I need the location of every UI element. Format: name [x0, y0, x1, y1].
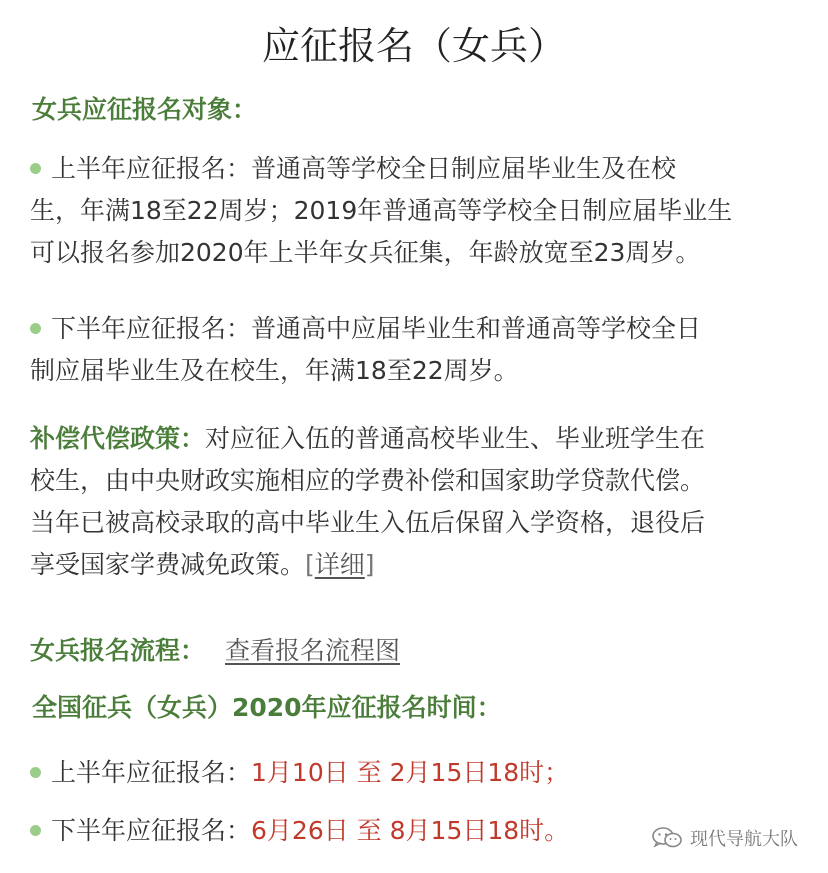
paragraph-line	[30, 544, 802, 586]
targets-heading: 女兵应征报名对象：	[32, 95, 258, 124]
paragraph-line	[30, 418, 802, 460]
bullet-icon	[30, 323, 41, 334]
paragraph-line	[30, 630, 802, 672]
watermark	[652, 825, 798, 851]
paragraph-text: 上半年应征报名：普通高等学校全日制应届毕业生及在校	[51, 154, 677, 183]
detail-bracket-open: [	[305, 550, 315, 579]
compensation-paragraph	[30, 418, 802, 586]
process-label: 女兵报名流程：	[30, 636, 206, 665]
process-row	[30, 630, 802, 672]
page-title: 应征报名（女兵）	[261, 24, 566, 68]
paragraph-line: 校生，由中央财政实施相应的学费补偿和国家助学贷款代偿。	[30, 466, 706, 495]
first-half-time-row	[30, 752, 802, 794]
second-half-target-paragraph	[30, 308, 802, 392]
time-heading: 全国征兵（女兵）2020年应征报名时间：	[32, 693, 502, 722]
detail-bracket-close: ]	[364, 550, 375, 579]
process-chart-link[interactable]: 查看报名流程图	[225, 636, 401, 665]
paragraph-line	[30, 308, 802, 350]
bullet-icon	[30, 767, 41, 778]
paragraph-text: 对应征入伍的普通高校毕业生、毕业班学生在	[205, 424, 706, 453]
paragraph-line: 当年已被高校录取的高中毕业生入伍后保留入学资格，退役后	[30, 508, 706, 537]
paragraph-line: 生，年满18至22周岁；2019年普通高等学校全日制应届毕业生	[30, 196, 733, 225]
date-range: 1月10日 至 2月15日18时；	[251, 758, 570, 787]
paragraph-line	[30, 752, 802, 794]
paragraph-line: 可以报名参加2020年上半年女兵征集，年龄放宽至23周岁。	[30, 238, 701, 267]
paragraph-line	[30, 148, 802, 190]
detail-link[interactable]: 详细	[314, 550, 365, 579]
time-label: 上半年应征报名：	[51, 758, 252, 787]
bullet-icon	[30, 825, 41, 836]
paragraph-text: 享受国家学费减免政策。	[30, 550, 306, 579]
compensation-label: 补偿代偿政策：	[30, 424, 206, 453]
wechat-icon	[652, 827, 682, 849]
time-label: 下半年应征报名：	[51, 816, 252, 845]
first-half-target-paragraph	[30, 148, 802, 274]
paragraph-line: 制应届毕业生及在校生，年满18至22周岁。	[30, 356, 519, 385]
paragraph-text: 下半年应征报名：普通高中应届毕业生和普通高等学校全日	[51, 314, 702, 343]
watermark-text: 现代导航大队	[690, 829, 798, 850]
bullet-icon	[30, 163, 41, 174]
date-range: 6月26日 至 8月15日18时。	[251, 816, 570, 845]
